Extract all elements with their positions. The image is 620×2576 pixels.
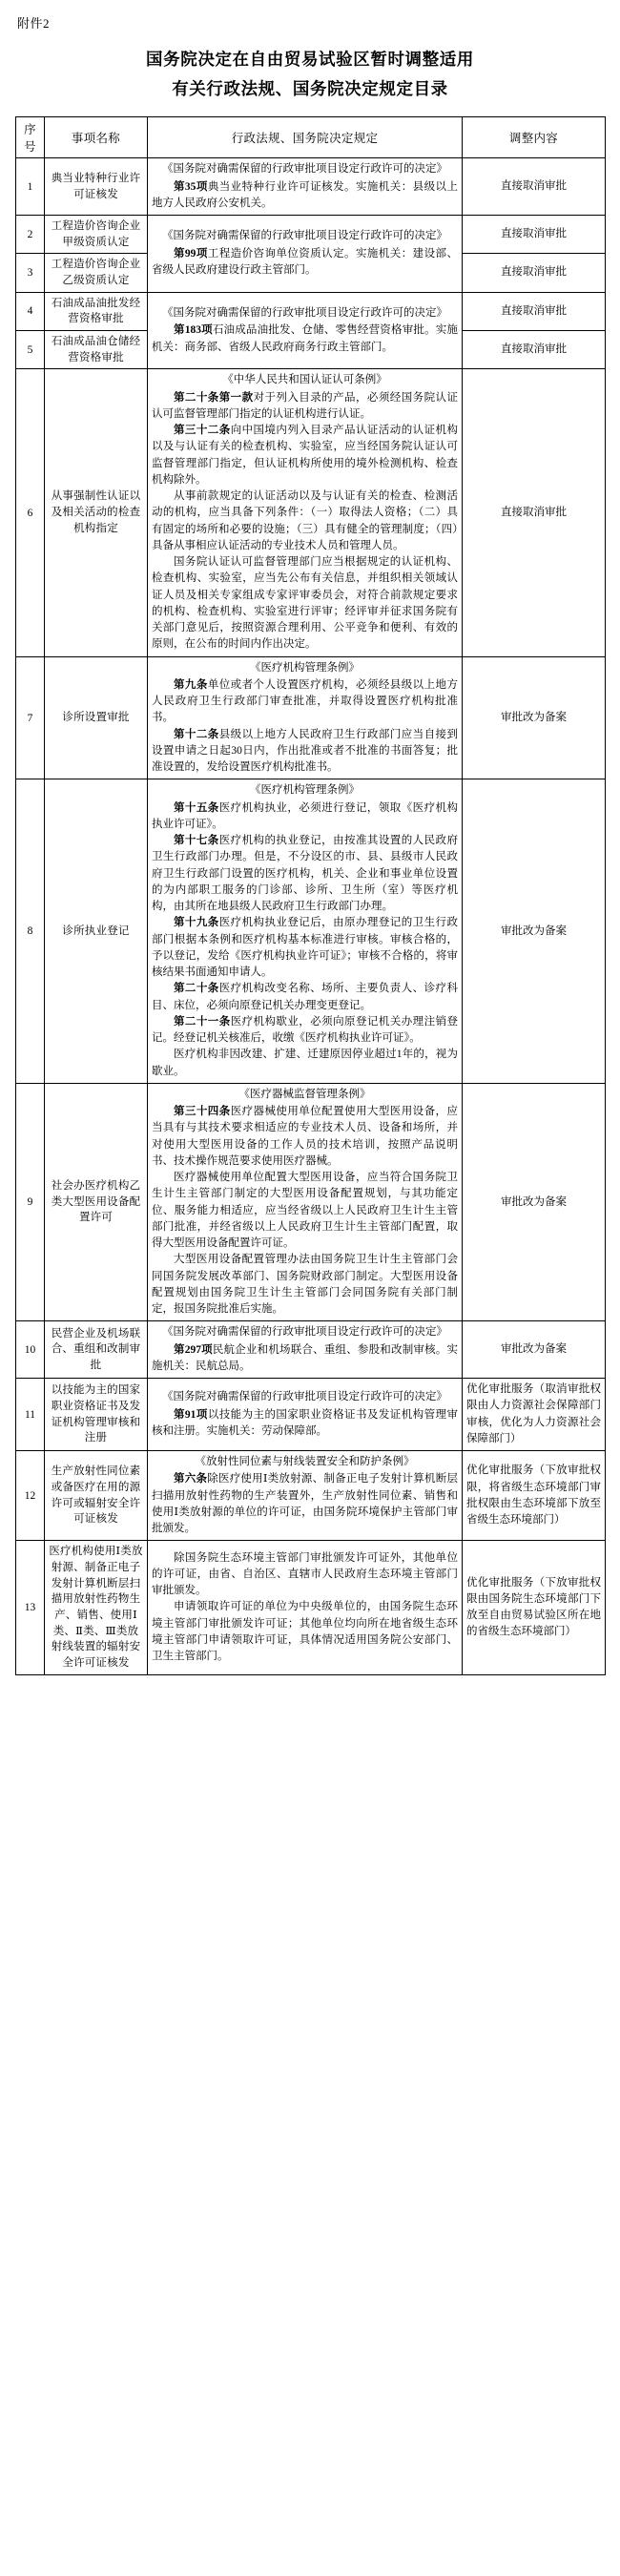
row-adjustment: 审批改为备案 bbox=[463, 1321, 606, 1379]
regulation-title: 《医疗器械监督管理条例》 bbox=[238, 1088, 371, 1100]
regulation-paragraph bbox=[152, 390, 458, 424]
article-text: 典当业特种行业许可证核发。实施机关：县级以上地方人民政府公安机关。 bbox=[152, 180, 458, 209]
regulation-paragraph bbox=[152, 677, 458, 727]
article-text: 单位或者个人设置医疗机构，必须经县级以上地方人民政府卫生行政部门审查批准，并取得设置医疗机构批准书。 bbox=[152, 678, 458, 724]
row-item-name: 诊所执业登记 bbox=[45, 779, 148, 1084]
article-text: 大型医用设备配置管理办法由国务院卫生计生主管部门会同国务院发展改革部门、国务院财政部门制定。大型医用设备配置规划由国务院卫生计生主管部门会同国务院有关部门制定，报国务院批准后实施。 bbox=[152, 1254, 458, 1316]
row-number: 4 bbox=[16, 292, 45, 330]
regulation-title: 《放射性同位素与射线装置安全和防护条例》 bbox=[195, 1456, 415, 1468]
row-adjustment: 直接取消审批 bbox=[463, 254, 606, 292]
row-number: 12 bbox=[16, 1451, 45, 1541]
table-row bbox=[16, 779, 606, 1084]
article-number: 第十二条 bbox=[174, 728, 219, 740]
attachment-label: 附件2 bbox=[17, 16, 51, 31]
row-adjustment: 直接取消审批 bbox=[463, 158, 606, 216]
regulation-title: 《医疗机构管理条例》 bbox=[250, 661, 360, 674]
article-text: 医疗机构非因改建、扩建、迁建原因停业超过1年的，视为歇业。 bbox=[152, 1049, 458, 1077]
article-number: 第三十四条 bbox=[174, 1106, 231, 1118]
regulation-title: 《国务院对确需保留的行政审批项目设定行政许可的决定》 bbox=[162, 1326, 447, 1339]
regulation-paragraph bbox=[152, 1550, 458, 1600]
row-number: 8 bbox=[16, 779, 45, 1084]
row-number: 10 bbox=[16, 1321, 45, 1379]
row-item-name: 医疗机构使用Ⅰ类放射源、制备正电子发射计算机断层扫描用放射性药物生产、销售、使用Ⅰ类、Ⅱ类、Ⅲ类放射线装置的辐射安全许可证核发 bbox=[45, 1541, 148, 1674]
row-regulation bbox=[148, 158, 463, 216]
row-item-name: 从事强制性认证以及相关活动的检查机构指定 bbox=[45, 369, 148, 656]
row-number: 11 bbox=[16, 1379, 45, 1451]
article-text: 除医疗使用Ⅰ类放射源、制备正电子发射计算机断层扫描用放射性药物的生产装置外，生产放射性同位素、销售和使用Ⅰ类放射源的单位的许可证，由国务院环境保护主管部门审批颁发。 bbox=[152, 1473, 458, 1535]
article-number: 第十七条 bbox=[174, 835, 219, 847]
row-item-name: 生产放射性同位素或备医疗在用的源许可或辐射安全许可证核发 bbox=[45, 1451, 148, 1541]
regulation-title: 《中华人民共和国认证认可条例》 bbox=[222, 374, 387, 386]
row-number: 1 bbox=[16, 158, 45, 216]
column-header-no: 序号 bbox=[16, 117, 45, 158]
regulation-paragraph bbox=[152, 246, 458, 280]
article-number: 第九条 bbox=[174, 678, 208, 691]
table-row bbox=[16, 1541, 606, 1674]
article-text: 石油成品油批发、仓储、零售经营资格审批。实施机关：商务部、省级人民政府商务行政主管部门。 bbox=[152, 324, 458, 353]
article-number: 第35项 bbox=[174, 180, 208, 193]
regulation-paragraph bbox=[152, 1252, 458, 1318]
article-text: 医疗机构改变名称、场所、主要负责人、诊疗科目、床位，必须向原登记机关办理变更登记。 bbox=[152, 983, 458, 1011]
regulation-paragraph bbox=[152, 1014, 458, 1048]
row-regulation bbox=[148, 1451, 463, 1541]
row-adjustment: 直接取消审批 bbox=[463, 292, 606, 330]
row-regulation bbox=[148, 1321, 463, 1379]
regulation-paragraph bbox=[152, 833, 458, 915]
row-adjustment: 审批改为备案 bbox=[463, 779, 606, 1084]
row-item-name: 社会办医疗机构乙类大型医用设备配置许可 bbox=[45, 1083, 148, 1321]
article-number: 第二十条 bbox=[174, 983, 219, 995]
article-text: 除国务院生态环境主管部门审批颁发许可证外，其他单位的许可证，由省、自治区、直辖市人民政府生态环境主管部门审批颁发。 bbox=[152, 1551, 458, 1597]
regulation-paragraph bbox=[152, 915, 458, 981]
row-item-name: 石油成品油仓储经营资格审批 bbox=[45, 331, 148, 369]
regulation-paragraph bbox=[152, 1407, 458, 1441]
table-body bbox=[16, 158, 606, 1675]
article-text: 对于列入目录的产品，必须经国务院认证认可监督管理部门指定的认证机构进行认证。 bbox=[152, 391, 458, 420]
table-row bbox=[16, 292, 606, 330]
table-row bbox=[16, 1083, 606, 1321]
article-number: 第99项 bbox=[174, 247, 208, 260]
table-row bbox=[16, 1451, 606, 1541]
row-item-name: 工程造价咨询企业乙级资质认定 bbox=[45, 254, 148, 292]
row-number: 13 bbox=[16, 1541, 45, 1674]
article-number: 第十九条 bbox=[174, 917, 219, 929]
row-adjustment: 审批改为备案 bbox=[463, 656, 606, 779]
regulation-paragraph bbox=[152, 1047, 458, 1080]
column-header-adjustment: 调整内容 bbox=[463, 117, 606, 158]
row-item-name: 以技能为主的国家职业资格证书及发证机构管理审核和注册 bbox=[45, 1379, 148, 1451]
row-regulation bbox=[148, 779, 463, 1084]
row-item-name: 工程造价咨询企业甲级资质认定 bbox=[45, 216, 148, 254]
row-regulation bbox=[148, 1379, 463, 1451]
regulation-paragraph bbox=[152, 727, 458, 777]
row-adjustment: 直接取消审批 bbox=[463, 216, 606, 254]
row-item-name: 诊所设置审批 bbox=[45, 656, 148, 779]
regulation-paragraph bbox=[152, 981, 458, 1014]
article-number: 第十五条 bbox=[174, 801, 219, 814]
article-number: 第91项 bbox=[174, 1408, 208, 1421]
adjustment-catalog-table bbox=[15, 116, 606, 1675]
row-adjustment: 直接取消审批 bbox=[463, 369, 606, 656]
table-header bbox=[16, 117, 606, 158]
regulation-paragraph bbox=[152, 1170, 458, 1252]
article-text: 以技能为主的国家职业资格证书及发证机构管理审核和注册。实施机关：劳动保障部。 bbox=[152, 1408, 458, 1437]
regulation-paragraph bbox=[152, 554, 458, 654]
regulation-paragraph bbox=[152, 1471, 458, 1537]
table-row bbox=[16, 656, 606, 779]
article-text: 医疗机构执业登记后，由原办理登记的卫生行政部门根据本条例和医疗机构基本标准进行审核。审核合格的，予以登记，发给《医疗机构执业许可证》；审核不合格的，将审核结果书面通知申请人。 bbox=[152, 917, 458, 979]
table-row bbox=[16, 369, 606, 656]
table-header-row bbox=[16, 117, 606, 158]
row-adjustment: 审批改为备案 bbox=[463, 1083, 606, 1321]
row-adjustment: 直接取消审批 bbox=[463, 331, 606, 369]
article-number: 第三十二条 bbox=[174, 425, 231, 437]
row-regulation bbox=[148, 1083, 463, 1321]
table-row bbox=[16, 216, 606, 254]
regulation-paragraph bbox=[152, 1342, 458, 1376]
article-number: 第297项 bbox=[174, 1343, 213, 1356]
article-text: 民航企业和机场联合、重组、参股和改制审核。实施机关：民航总局。 bbox=[152, 1343, 458, 1372]
article-text: 工程造价咨询单位资质认定。实施机关：建设部、省级人民政府建设行政主管部门。 bbox=[152, 247, 458, 276]
regulation-title: 《国务院对确需保留的行政审批项目设定行政许可的决定》 bbox=[162, 163, 447, 176]
row-number: 3 bbox=[16, 254, 45, 292]
row-regulation bbox=[148, 292, 463, 369]
page-title bbox=[43, 45, 577, 103]
row-number: 6 bbox=[16, 369, 45, 656]
regulation-paragraph bbox=[152, 800, 458, 834]
row-regulation bbox=[148, 656, 463, 779]
regulation-paragraph bbox=[152, 1104, 458, 1170]
article-text: 向中国境内列入目录产品认证活动的认证机构以及与认证有关的检查机构、实验室，应当经国务院认证认可监督管理部门指定，但认证机构所使用的境外检测机构、检查机构除外。 bbox=[152, 425, 458, 486]
article-text: 医疗机构的执业登记，由按准其设置的人民政府卫生行政部门办理。但是，不分设区的市、县、县级市人民政府卫生行政部门设置的医疗机构，机关、企业和事业单位设置的为内部职工服务的门诊部、诊所、卫生所（室）等医疗机构，由其所在地县级人民政府卫生行政部门办理。 bbox=[152, 835, 458, 913]
regulation-paragraph bbox=[152, 179, 458, 213]
article-text: 申请领取许可证的单位为中央级单位的，由国务院生态环境主管部门审批颁发许可证；其他单位均向所在地省级生态环境主管部门申请领取许可证，具体情况适用国务院公安部门、卫生主管部门。 bbox=[152, 1601, 458, 1663]
column-header-regulation: 行政法规、国务院决定规定 bbox=[148, 117, 463, 158]
row-regulation bbox=[148, 369, 463, 656]
article-text: 国务院认证认可监督管理部门应当根据规定的认证机构、检查机构、实验室，应当先公布有关信息，并组织相关领域认证人员及相关专家组成专家评审委员会，对符合前款规定要求的机构、检查机构、实验室进行评审；经评审并征求国务院有关部门意见后，按照资源合理利用、公平竞争和便利、有效的原则，在公布的时间内作出决定。 bbox=[152, 556, 458, 651]
article-text: 从事前款规定的认证活动以及与认证有关的检查、检测活动的机构，应当具备下列条件：（一）取得法人资格；（二）具有固定的场所和必要的设施；（三）具有健全的管理制度；（四）具备从事相应认证活动的专业技术人员和管理人员。 bbox=[152, 490, 458, 551]
article-number: 第二十条第一款 bbox=[174, 391, 254, 404]
regulation-title: 《国务院对确需保留的行政审批项目设定行政许可的决定》 bbox=[162, 230, 447, 242]
article-text: 医疗机构执业，必须进行登记，领取《医疗机构执业许可证》。 bbox=[152, 801, 458, 830]
row-number: 7 bbox=[16, 656, 45, 779]
article-number: 第二十一条 bbox=[174, 1015, 231, 1028]
article-number: 第六条 bbox=[174, 1473, 208, 1485]
regulation-paragraph bbox=[152, 423, 458, 488]
regulation-title: 《医疗机构管理条例》 bbox=[250, 784, 360, 797]
row-adjustment: 优化审批服务（下放审批权限由国务院生态环境部门下放至自由贸易试验区所在地的省级生态环境部门） bbox=[463, 1541, 606, 1674]
regulation-paragraph bbox=[152, 1599, 458, 1665]
article-text: 县级以上地方人民政府卫生行政部门应当自接到设置申请之日起30日内，作出批准或者不批准的书面答复；批准设置的，发给设置医疗机构批准书。 bbox=[152, 728, 458, 774]
table-row bbox=[16, 1379, 606, 1451]
row-item-name: 石油成品油批发经营资格审批 bbox=[45, 292, 148, 330]
regulation-title: 《国务院对确需保留的行政审批项目设定行政许可的决定》 bbox=[162, 1391, 447, 1403]
page-title-line-1: 国务院决定在自由贸易试验区暂时调整适用 bbox=[146, 50, 474, 69]
table-row bbox=[16, 1321, 606, 1379]
row-item-name: 民营企业及机场联合、重组和改制审批 bbox=[45, 1321, 148, 1379]
regulation-paragraph bbox=[152, 322, 458, 356]
article-text: 医疗器械使用单位配置使用大型医用设备，应当具有与其技术要求相适应的专业技术人员、设备和场所，并对使用大型医用设备的工作人员的技术培训，按照产品说明书、技术操作规范要求使用医疗器械。 bbox=[152, 1106, 458, 1167]
table-row bbox=[16, 158, 606, 216]
regulation-title: 《国务院对确需保留的行政审批项目设定行政许可的决定》 bbox=[162, 307, 447, 320]
row-number: 9 bbox=[16, 1083, 45, 1321]
row-regulation bbox=[148, 216, 463, 293]
row-regulation bbox=[148, 1541, 463, 1674]
regulation-paragraph bbox=[152, 488, 458, 554]
row-adjustment: 优化审批服务（取消审批权限由人力资源社会保障部门审核，优化为人力资源社会保障部门） bbox=[463, 1379, 606, 1451]
article-number: 第183项 bbox=[174, 324, 213, 337]
article-text: 医疗机构歇业，必须向原登记机关办理注销登记。经登记机关核准后，收缴《医疗机构执业许可证》。 bbox=[152, 1015, 458, 1045]
row-item-name: 典当业特种行业许可证核发 bbox=[45, 158, 148, 216]
page-title-line-2: 有关行政法规、国务院决定规定目录 bbox=[172, 78, 448, 98]
column-header-name: 事项名称 bbox=[45, 117, 148, 158]
row-number: 5 bbox=[16, 331, 45, 369]
row-number: 2 bbox=[16, 216, 45, 254]
article-text: 医疗器械使用单位配置大型医用设备，应当符合国务院卫生计生主管部门制定的大型医用设备配置规划，与其功能定位、服务能力相适应，应当经省级以上人民政府卫生计生主管部门批准，并经省级以上人民政府卫生计生主管部门配置，取得大型医用设备配置许可证。 bbox=[152, 1172, 458, 1250]
row-adjustment: 优化审批服务（下放审批权限，将省级生态环境部门审批权限由生态环境部下放至省级生态环境部门） bbox=[463, 1451, 606, 1541]
